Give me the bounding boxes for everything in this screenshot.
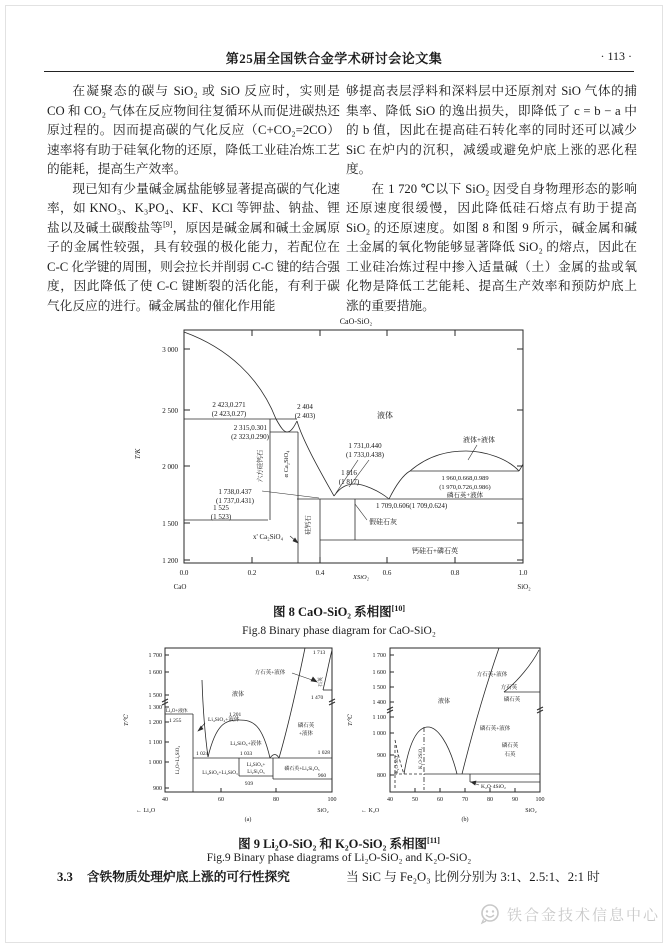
figure-label: 1 525 bbox=[213, 504, 229, 512]
figure-label: SiO₂ bbox=[525, 808, 537, 814]
figure-label: 石英 bbox=[504, 752, 516, 758]
figure-label: 液体 bbox=[231, 692, 245, 698]
smiley-chat-icon bbox=[478, 902, 502, 926]
figure-label: T/℃ bbox=[348, 714, 354, 726]
figure-label: (2 403) bbox=[294, 412, 316, 420]
figure-label: Li₂O+液体 bbox=[166, 709, 188, 714]
figure-label: 2 404 bbox=[297, 403, 313, 411]
figure-label: 1 033 bbox=[239, 751, 253, 757]
figure-label: K₂O·2SiO₂ bbox=[419, 747, 424, 769]
figure-label: 石英 bbox=[319, 676, 324, 688]
figure-label: Li₂SiO₃+ bbox=[246, 763, 266, 768]
figure-label: 50 bbox=[412, 797, 418, 803]
figure-label: 1 100 bbox=[148, 740, 162, 746]
paragraph: 够提高表层浮料和深料层中还原剂对 SiO 气体的捕集率、降低 SiO 的逸出损失，即降低了 c = b − a 中的 b 值，因此在提高硅石转化率的同时还可以减少 SiC 在炉内的沉积，减缓或避免炉底上涨的恶化程度。 bbox=[346, 84, 637, 176]
section-title: 含铁物质处理炉底上涨的可行性探究 bbox=[86, 870, 290, 884]
figure9-caption-cn bbox=[44, 834, 634, 852]
figure-label: 960 bbox=[317, 773, 327, 779]
figure-label: 1 300 bbox=[148, 705, 162, 711]
page-number: · 113 · bbox=[600, 49, 632, 63]
figure-label: 液体 bbox=[377, 411, 393, 420]
plot-frame-b bbox=[387, 648, 543, 792]
figure-label: 1 709,0.606(1 709,0.624) bbox=[376, 502, 448, 510]
figure-label: XSiO₂ bbox=[353, 574, 369, 581]
figure-label: 1 713 bbox=[312, 650, 326, 656]
figure-label: 2 000 bbox=[162, 463, 178, 471]
figure-label: K₂O·4SiO₂ bbox=[481, 784, 506, 790]
figure-label: 磷石英+液体 bbox=[446, 492, 484, 499]
figure-label: (a) bbox=[244, 817, 252, 823]
figure-label: (1 523) bbox=[210, 513, 232, 521]
figure-label: 1 738,0.437 bbox=[218, 488, 252, 496]
figure-label: (1 737,0.431) bbox=[216, 497, 254, 505]
figure-label: 磷石英+液体 bbox=[479, 726, 511, 732]
right-column bbox=[346, 82, 637, 316]
figure-label: 2 423,0.271 bbox=[212, 401, 246, 409]
figure-label: 1 731,0.440 bbox=[348, 442, 382, 450]
paragraph bbox=[47, 180, 340, 317]
figure-label: 800 bbox=[377, 773, 386, 779]
figure-label: 80 bbox=[273, 797, 279, 803]
figure-label: (1 733,0.438) bbox=[346, 451, 384, 459]
figure9-caption-en: Fig.9 Binary phase diagrams of Li₂O-SiO₂ and K₂O-SiO₂ bbox=[206, 852, 472, 864]
figure-label: 1 470 bbox=[310, 695, 324, 701]
leader-lines bbox=[262, 445, 477, 543]
figure-label: Li₂Si₂O₅ bbox=[247, 770, 265, 775]
figure-label: 1 100 bbox=[372, 715, 386, 721]
figure-label: CaO-SiO₂ bbox=[339, 317, 373, 326]
figure-label: (b) bbox=[461, 817, 469, 823]
figure-label: T/K bbox=[134, 448, 142, 460]
figure-label: 硅钙石 bbox=[305, 515, 312, 535]
figure-label: 900 bbox=[377, 753, 386, 759]
figure-label: 1 500 bbox=[148, 693, 162, 699]
figure-label: 液体+液体 bbox=[463, 436, 495, 444]
paragraph: 在凝聚态的碳与 SiO₂ 或 SiO 反应时，实则是 CO 和 CO₂ 气体在反应物间往复循环从而促进碳热还原过程的。因而提高碳的气化反应（C+CO₂=2CO）速率将有助于硅氧化物的还原，降低工业硅冶炼工艺的能耗，提高生产效率。 bbox=[47, 84, 340, 176]
figure-label: 磷石英 bbox=[501, 743, 519, 749]
paragraph: 在 1 720 ℃以下 SiO₂ 因受自身物理形态的影响还原速度很缓慢，因此降低硅石熔点有助于提高 SiO₂ 的还原速度。如图 8 和图 9 所示，碱金属和碱土金属的氧化物能够显著降低 SiO₂ 的熔点，因此在工业硅冶炼过程中掺入适量碱（土）金属的盐或氧化物是降低工艺能耗、提高生产效率和预防炉底上涨的重要措施。 bbox=[346, 181, 637, 313]
figure-label: 1 400 bbox=[372, 700, 386, 706]
figure-label: 3 000 bbox=[162, 346, 178, 354]
figure-label: 60 bbox=[437, 797, 443, 803]
watermark bbox=[478, 902, 660, 926]
figure-label: 1.0 bbox=[518, 569, 528, 577]
figure-label: 100 bbox=[327, 797, 337, 803]
figure-label: Li₄SiO₄+液体 bbox=[208, 717, 240, 723]
figure-label: 1 200 bbox=[162, 557, 178, 565]
figure-label: 1 700 bbox=[148, 653, 162, 659]
figure-label: 80 bbox=[487, 797, 493, 803]
figure-label: SiO₂ bbox=[317, 808, 329, 814]
figure-label: 1 201 bbox=[228, 712, 242, 718]
figure-label: 1 500 bbox=[162, 520, 178, 528]
figure-label: 1 960,0.668,0.989 bbox=[441, 475, 489, 482]
figure-label: 方石英+液体 bbox=[476, 672, 508, 678]
figure-label: (1 817) bbox=[338, 478, 360, 486]
figure-label: 1 000 bbox=[148, 760, 162, 766]
leader-lines-b bbox=[471, 781, 479, 785]
figure-label: (2 423,0.27) bbox=[211, 410, 247, 418]
figure-label: 1 816 bbox=[341, 469, 357, 477]
figure-label: 1 700 bbox=[372, 653, 386, 659]
figure-label: 2 315,0.301 bbox=[233, 424, 267, 432]
figure-label: (1 970,0.726,0.986) bbox=[439, 484, 491, 491]
figure-label: 40 bbox=[162, 797, 168, 803]
phase-boundary-curves-b bbox=[394, 648, 540, 790]
figure8-caption-en: Fig.8 Binary phase diagram for CaO-SiO₂ bbox=[242, 625, 436, 637]
left-column bbox=[47, 82, 340, 316]
figure-label: 60 bbox=[218, 797, 224, 803]
cao-sio2-phase-diagram bbox=[78, 314, 638, 599]
figure-label: 磷石英 bbox=[503, 697, 521, 703]
watermark-text: 铁合金技术信息中心 bbox=[506, 906, 660, 924]
figure-label: 90 bbox=[512, 797, 518, 803]
section-number: 3.3 bbox=[57, 870, 73, 884]
figure-label: 1 500 bbox=[372, 685, 386, 691]
figure-label: 0.2 bbox=[247, 569, 257, 577]
figure-label: x' Ca₂SiO₄ bbox=[252, 533, 284, 541]
figure-label: 100 bbox=[535, 797, 545, 803]
figure-label: 2 500 bbox=[162, 407, 178, 415]
figure-label: 1 255 bbox=[169, 718, 182, 724]
figure-label: SiO₂ bbox=[517, 583, 531, 591]
axis-break-marks bbox=[162, 699, 335, 705]
figure-label: 70 bbox=[462, 797, 468, 803]
figure8-caption-cn bbox=[44, 602, 634, 620]
figure-label: 六方硅钙石 bbox=[257, 449, 264, 483]
figure-label: 磷石英 bbox=[297, 723, 315, 729]
figure-label: T/℃ bbox=[124, 714, 130, 726]
figure-label: α Ca₂SiO₄ bbox=[283, 450, 290, 478]
figure-label: 1 000 bbox=[372, 731, 386, 737]
figure-label: Li₄SiO₄+Li₂SiO₃ bbox=[202, 770, 238, 776]
paragraph-text: ，原因是碱金属和碱土金属原子的金属性较强，具有较强的极化能力，若配位在 C-C 化学键的周围，则会拉长并削弱 C-C 键的结合强度，因此降低了使 C-C 键断裂的活化能，有利于碳气化反应的进行。碱金属盐的催化作用能 bbox=[47, 220, 341, 313]
figure-label: 方石英 bbox=[500, 685, 518, 691]
figure-label: (2 323,0.290) bbox=[231, 433, 269, 441]
paragraph-text: 现已知有少量碱金属盐能够显著提高碳的气化速率，如 KNO₃、K₃PO₄、KF、KCl 等钾盐、钠盐、锂盐以及碱土碳酸盐等 bbox=[47, 181, 340, 235]
figure-label: 磷石英+Li₂Si₂O₅ bbox=[284, 767, 320, 772]
reference-mark: [11] bbox=[427, 835, 440, 845]
figure-labels bbox=[123, 650, 545, 823]
figure-label: 1 200 bbox=[148, 720, 162, 726]
reference-mark: [9] bbox=[163, 219, 173, 229]
figure-label: 0.8 bbox=[450, 569, 460, 577]
figure-label: +液体 bbox=[298, 731, 314, 737]
figure-label: 1 024 bbox=[196, 751, 209, 757]
continuation-text: 当 SiC 与 Fe₂O₃ 比例分别为 3:1、2.5:1、2:1 时 bbox=[346, 870, 600, 884]
figure-label: Li₂SiO₃+液体 bbox=[230, 741, 262, 747]
li2o-k2o-sio2-phase-diagrams bbox=[118, 642, 588, 827]
figure-label: 1 028 bbox=[317, 750, 330, 756]
header-rule bbox=[44, 71, 634, 72]
figure-label: 方石英+液体 bbox=[254, 670, 286, 676]
figure-label: 1 600 bbox=[372, 670, 386, 676]
figure-label: 1 600 bbox=[148, 670, 162, 676]
reference-mark: [10] bbox=[391, 603, 405, 613]
figure-label: Li₂O+Li₄SiO₄ bbox=[176, 745, 181, 775]
caption-text: 图 9 Li₂O-SiO₂ 和 K₂O-SiO₂ 系相图 bbox=[238, 837, 428, 851]
figure-label: CaO bbox=[173, 583, 187, 591]
figure-label: 0.0 bbox=[179, 569, 189, 577]
figure-label: K₂O·SiO₂ bbox=[395, 754, 400, 774]
figure-label: 0.6 bbox=[382, 569, 392, 577]
figure-label: 0.4 bbox=[315, 569, 325, 577]
caption-text: 图 8 CaO-SiO₂ 系相图 bbox=[272, 605, 392, 619]
axis-break-marks bbox=[387, 707, 543, 713]
page-title: 第25届全国铁合金学术研讨会论文集 bbox=[225, 51, 443, 66]
figure-label: 假硅石灰 bbox=[369, 518, 397, 526]
figure-label: ← Li₂O bbox=[136, 808, 156, 814]
figure-label: 900 bbox=[153, 786, 162, 792]
figure-label: ← K₂O bbox=[361, 808, 380, 814]
figure-label: 40 bbox=[387, 797, 393, 803]
section-heading bbox=[57, 866, 290, 885]
figure-label: 液体 bbox=[437, 699, 451, 705]
figure-label: 钙硅石+磷石英 bbox=[412, 547, 458, 555]
figure-label: 939 bbox=[244, 781, 254, 787]
